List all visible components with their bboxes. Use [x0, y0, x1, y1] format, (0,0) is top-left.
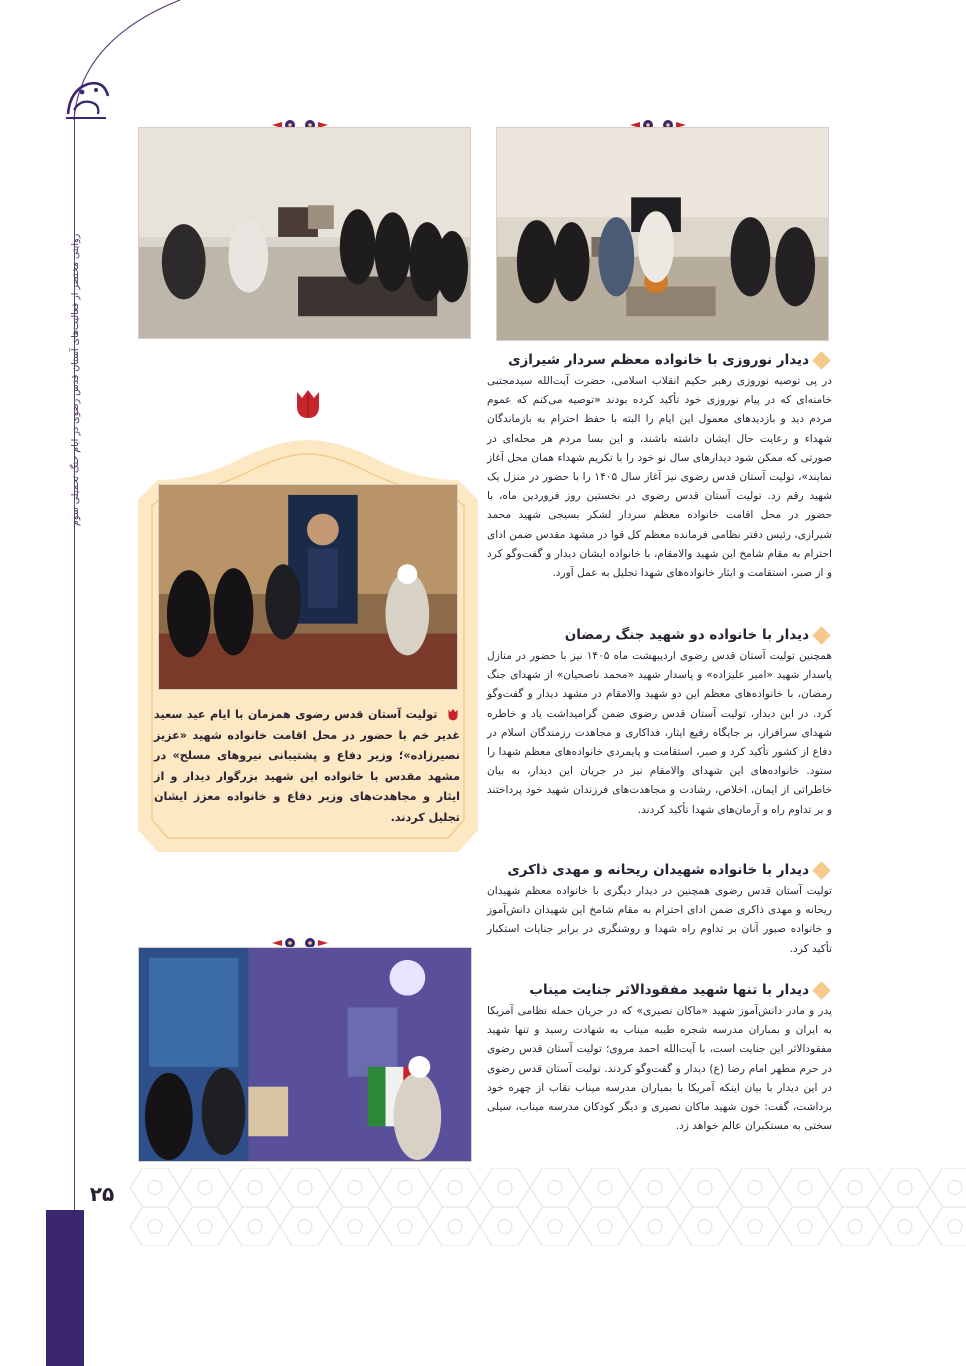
section-title-text: دیدار نوروزی با خانواده معظم سردار شیرازی	[508, 352, 809, 368]
quote-text	[154, 705, 460, 828]
photo-ramadan-martyrs-visit	[138, 127, 471, 339]
photo-nasirzadeh-family-visit	[158, 484, 458, 690]
section-shirazi	[487, 352, 832, 583]
section-bullet-icon	[812, 981, 830, 999]
section-title-text: دیدار با خانواده شهیدان ریحانه و مهدی ذاکری	[507, 862, 809, 878]
section-ramadan-martyrs	[487, 627, 832, 820]
section-title-text: دیدار با تنها شهید مفقودالاثر جنایت میناب	[529, 982, 809, 998]
footer-geometric-pattern	[130, 1168, 966, 1246]
quote-text-content: تولیت آستان قدس رضوی همزمان با ایام عید سعید غدیر خم با حضور در محل اقامت خانواده شهید «عزیز نصیرزاده»؛ وزیر دفاع و پشتیبانی نیروهای مسلح» در مشهد مقدس با خانواده این شهید بزرگوار دیدار و از ایثار و مجاهدت‌های وزیر دفاع و خانواده معزز ایشان تجلیل کردند.	[154, 708, 460, 824]
page-number: ۲۵	[89, 1182, 115, 1206]
tulip-icon	[293, 388, 323, 422]
quote-box	[138, 440, 478, 852]
calligraphy-logo-icon	[60, 70, 116, 126]
section-title-text: دیدار با خانواده دو شهید جنگ رمضان	[564, 627, 809, 643]
section-title	[487, 627, 832, 643]
section-body: همچنین تولیت آستان قدس رضوی اردیبهشت ماه ۱۴۰۵ نیز با حضور در منازل پاسدار شهید «امیر علیزاده» و پاسدار شهید «محمد ناصحیان» از شهدای جنگ رمضان، با خانواده‌های معظم این دو شهید والامقام در مشهد دیدار و گفت‌وگو کرد. در این دیدار، تولیت آستان قدس رضوی ضمن گرامیداشت یاد و خاطره شهدای سرافراز، بر جایگاه رفیع ایثار، فداکاری و مجاهدت رزمندگان اسلام در دفاع از کشور تأکید کرد و صبر، استقامت و پایمردی خانواده‌های معظم شهدا را ستود. خانواده‌های این شهدای والامقام نیز در جریان این دیدار، به بیان خاطراتی از ایمان، اخلاص، رشادت و مجاهدت‌های فرزندان شهید خود پرداختند و بر تداوم راه و آرمان‌های شهدا تأکید کردند.	[487, 650, 832, 816]
section-body: پدر و مادر دانش‌آموز شهید «ماکان نصیری» که در جریان حمله نظامی آمریکا به ایران و بمباران مدرسه شجره طیبه میناب به شهادت رسید و تنها شهید مفقودالاثر این جنایت است، با آیت‌الله احمد مروی؛ تولیت آستان قدس رضوی در حرم مطهر امام رضا (ع) دیدار و گفت‌وگو کردند. تولیت آستان قدس رضوی در این دیدار با بیان اینکه آمریکا با بمباران مدرسه میناب نقاب از چهره خود برداشت، گفت: خون شهید ماکان نصیری و دیگر کودکان مدرسه میناب، سیلی سختی به مستکبران عالم خواهد زد.	[487, 1005, 832, 1133]
section-title	[487, 352, 832, 368]
section-body: در پی توصیه نوروزی رهبر حکیم انقلاب اسلامی، حضرت آیت‌الله سیدمجتبی خامنه‌ای که در پیام نوروزی خود تأکید کرده بودند «توصیه می‌کنم که عموم مردم دید و بازدیدهای معمول این ایام را البته با حفظ احترام به بازماندگان شهداء و رعایت حال ایشان داشته باشند، و این بسا مردم هر محله‌ای در صورتی که ممکن شود دیدارهای سال نو خود را با تکریم شهداء همان محل آغاز نمایند»، تولیت آستان قدس رضوی نیز آغاز سال ۱۴۰۵ را با حضور در منزل یک شهید رقم زد. تولیت آستان قدس رضوی در نخستین روز فروردین ماه، با حضور در محل اقامت خانواده معظم سردار لشکر بسیجی شهید محمد شیرازی، رئیس دفتر نظامی فرمانده معظم کل قوا در مشهد مقدس ضمن ادای احترام به مقام شامخ این شهید والامقام، با خانواده ایشان دیدار و گفت‌وگو کرد و از صبر، استقامت و ایثار خانواده‌های شهدا تجلیل به عمل آورد.	[486, 375, 832, 580]
photo-minab-martyr-parents	[138, 947, 472, 1162]
bottom-purple-tab	[46, 1210, 84, 1366]
section-bullet-icon	[812, 626, 830, 644]
section-body: تولیت آستان قدس رضوی همچنین در دیدار دیگری با خانواده معظم شهیدان ریحانه و مهدی ذاکری ضمن ادای احترام به مقام شامخ این شهیدان دانش‌آموز و خانواده صبور آنان بر تداوم راه شهدا و روشنگری در برابر جنایات استکبار تأکید کرد.	[487, 885, 832, 955]
tulip-icon	[446, 708, 460, 722]
section-bullet-icon	[812, 861, 830, 879]
photo-shirazi-family-visit	[496, 127, 829, 341]
section-zakeri-martyrs	[487, 862, 832, 959]
section-title	[487, 982, 832, 998]
spine-caption: روایتی مختصر از فعالیت‌های آستان قدس رضوی در ایام جنگ تحمیلی سوم	[70, 233, 81, 527]
section-bullet-icon	[812, 351, 830, 369]
section-title	[487, 862, 832, 878]
section-minab-martyr	[487, 982, 832, 1136]
